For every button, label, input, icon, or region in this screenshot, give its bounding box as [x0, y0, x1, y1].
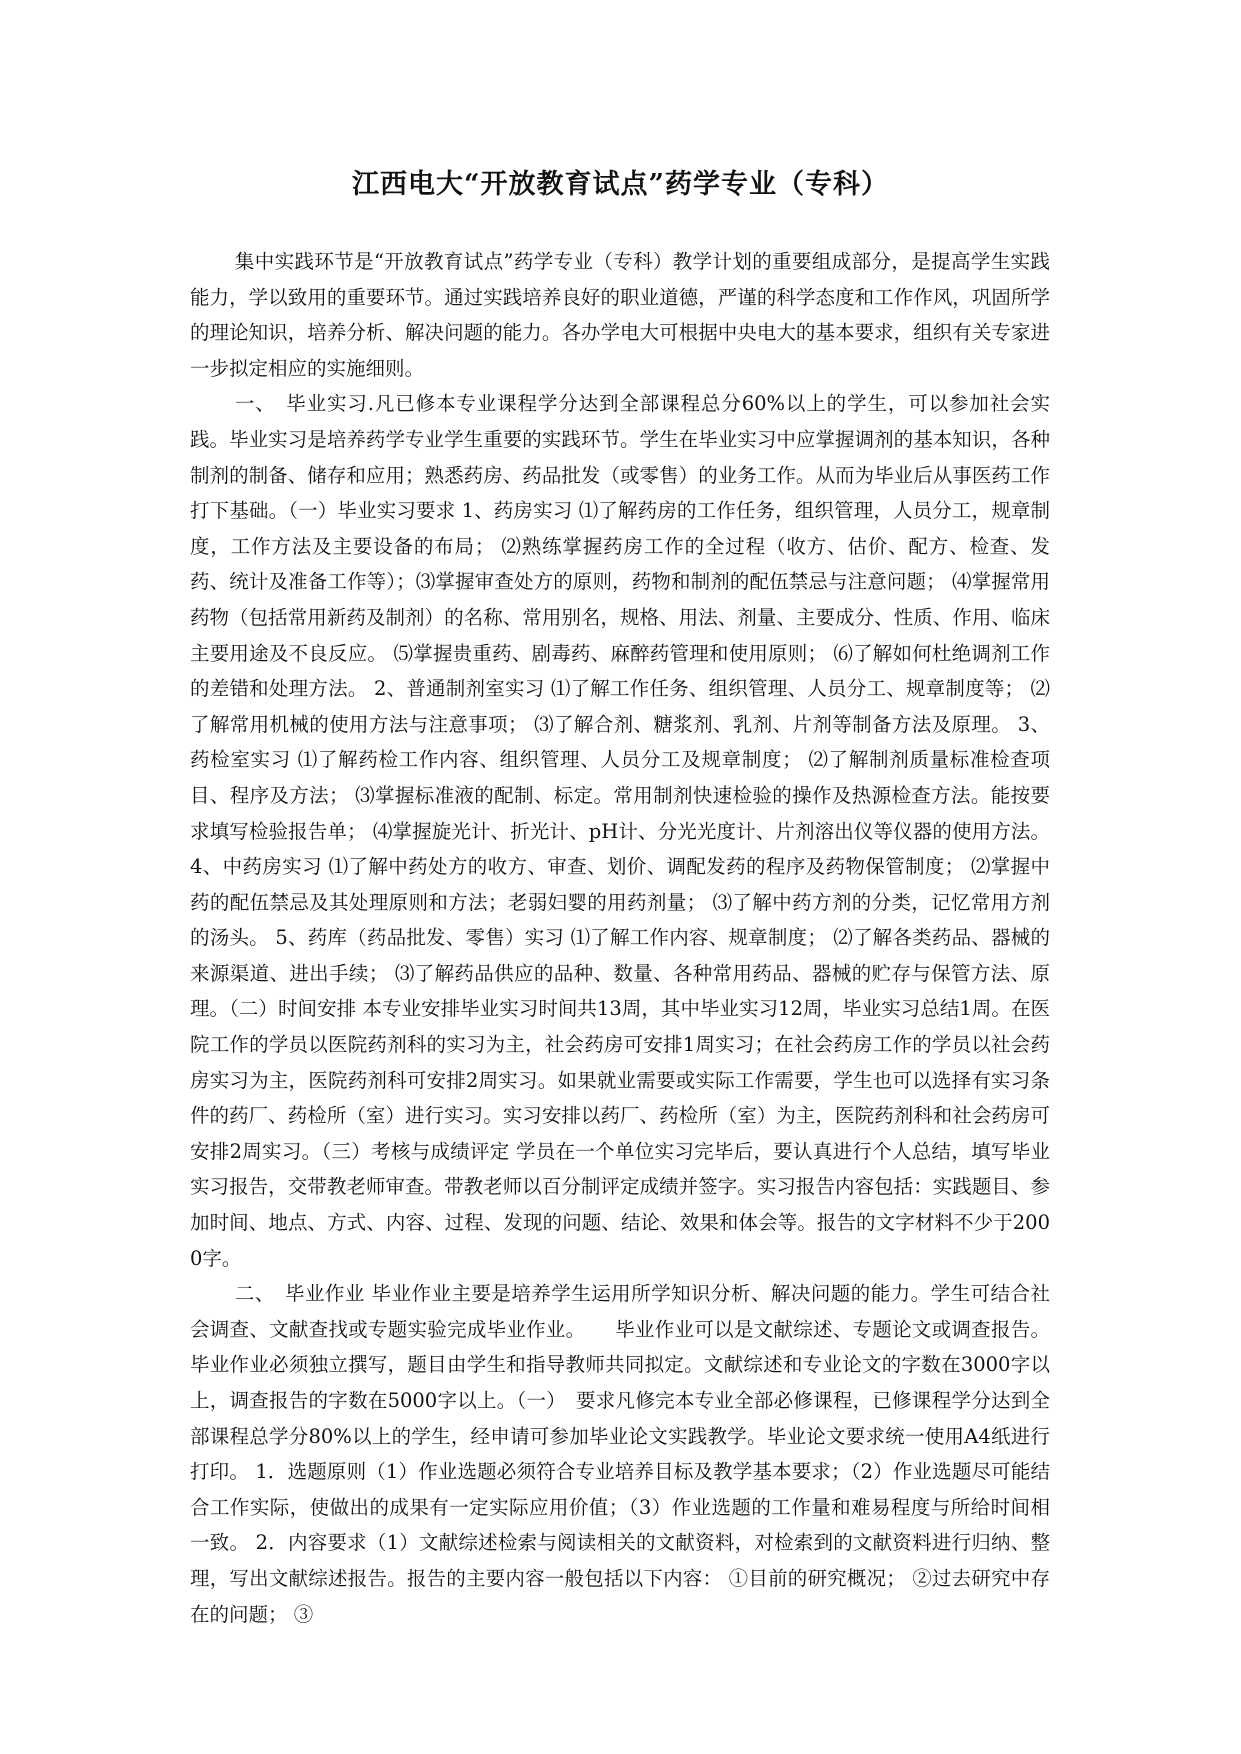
- intro-paragraph: 集中实践环节是“开放教育试点”药学专业（专科）教学计划的重要组成部分，是提高学生实践能力，学以致用的重要环节。通过实践培养良好的职业道德，严谨的科学态度和工作作风，巩固所学的理论知识，培养分析、解决问题的能力。各办学电大可根据中央电大的基本要求，组织有关专家进一步拟定相应的实施细则。: [190, 250, 1050, 380]
- document-body: [190, 244, 1050, 1632]
- document-title: 江西电大“开放教育试点”药学专业（专科）: [351, 169, 890, 200]
- section-internship-paragraph: 一、 毕业实习.凡已修本专业课程学分达到全部课程总分60%以上的学生，可以参加社会实践。毕业实习是培养药学专业学生重要的实践环节。学生在毕业实习中应掌握调剂的基本知识，各种制剂的制备、储存和应用；熟悉药房、药品批发（或零售）的业务工作。从而为毕业后从事医药工作打下基础。（一）毕业实习要求 1、药房实习 ⑴了解药房的工作任务，组织管理，人员分工，规章制度，工作方法及主要设备的布局； ⑵熟练掌握药房工作的全过程（收方、估价、配方、检查、发药、统计及准备工作等）；⑶掌握审查处方的原则，药物和制剂的配伍禁忌与注意问题； ⑷掌握常用药物（包括常用新药及制剂）的名称、常用别名，规格、用法、剂量、主要成分、性质、作用、临床主要用途及不良反应。 ⑸掌握贵重药、剧毒药、麻醉药管理和使用原则； ⑹了解如何杜绝调剂工作的差错和处理方法。 2、普通制剂室实习 ⑴了解工作任务、组织管理、人员分工、规章制度等； ⑵了解常用机械的使用方法与注意事项； ⑶了解合剂、糖浆剂、乳剂、片剂等制备方法及原理。 3、药检室实习 ⑴了解药检工作内容、组织管理、人员分工及规章制度； ⑵了解制剂质量标准检查项目、程序及方法； ⑶掌握标准液的配制、标定。常用制剂快速检验的操作及热源检查方法。能按要求填写检验报告单； ⑷掌握旋光计、折光计、pH计、分光光度计、片剂溶出仪等仪器的使用方法。 4、中药房实习 ⑴了解中药处方的收方、审查、划价、调配发药的程序及药物保管制度； ⑵掌握中药的配伍禁忌及其处理原则和方法；老弱妇婴的用药剂量； ⑶了解中药方剂的分类，记忆常用方剂的汤头。 5、药库（药品批发、零售）实习 ⑴了解工作内容、规章制度； ⑵了解各类药品、器械的来源渠道、进出手续； ⑶了解药品供应的品种、数量、各种常用药品、器械的贮存与保管方法、原理。（二）时间安排 本专业安排毕业实习时间共13周，其中毕业实习12周，毕业实习总结1周。在医院工作的学员以医院药剂科的实习为主，社会药房可安排1周实习；在社会药房工作的学员以社会药房实习为主，医院药剂科可安排2周实习。如果就业需要或实际工作需要，学生也可以选择有实习条件的药厂、药检所（室）进行实习。实习安排以药厂、药检所（室）为主，医院药剂科和社会药房可安排2周实习。（三）考核与成绩评定 学员在一个单位实习完毕后，要认真进行个人总结，填写毕业实习报告，交带教老师审查。带教老师以百分制评定成绩并签字。实习报告内容包括：实践题目、参加时间、地点、方式、内容、过程、发现的问题、结论、效果和体会等。报告的文字材料不少于2000字。: [190, 392, 1050, 1270]
- section-graduation-assignment-paragraph: 二、 毕业作业 毕业作业主要是培养学生运用所学知识分析、解决问题的能力。学生可结合社会调查、文献查找或专题实验完成毕业作业。 毕业作业可以是文献综述、专题论文或调查报告。毕业作业必须独立撰写，题目由学生和指导教师共同拟定。文献综述和专业论文的字数在3000字以上，调查报告的字数在5000字以上。（一） 要求凡修完本专业全部必修课程，已修课程学分达到全部课程总学分80%以上的学生，经申请可参加毕业论文实践教学。毕业论文要求统一使用A4纸进行打印。 1．选题原则（1）作业选题必须符合专业培养目标及教学基本要求；（2）作业选题尽可能结合工作实际，使做出的成果有一定实际应用价值；（3）作业选题的工作量和难易程度与所给时间相一致。 2．内容要求（1）文献综述检索与阅读相关的文献资料，对检索到的文献资料进行归纳、整理，写出文献综述报告。报告的主要内容一般包括以下内容： ①目前的研究概况； ②过去研究中存在的问题； ③: [190, 1282, 1050, 1626]
